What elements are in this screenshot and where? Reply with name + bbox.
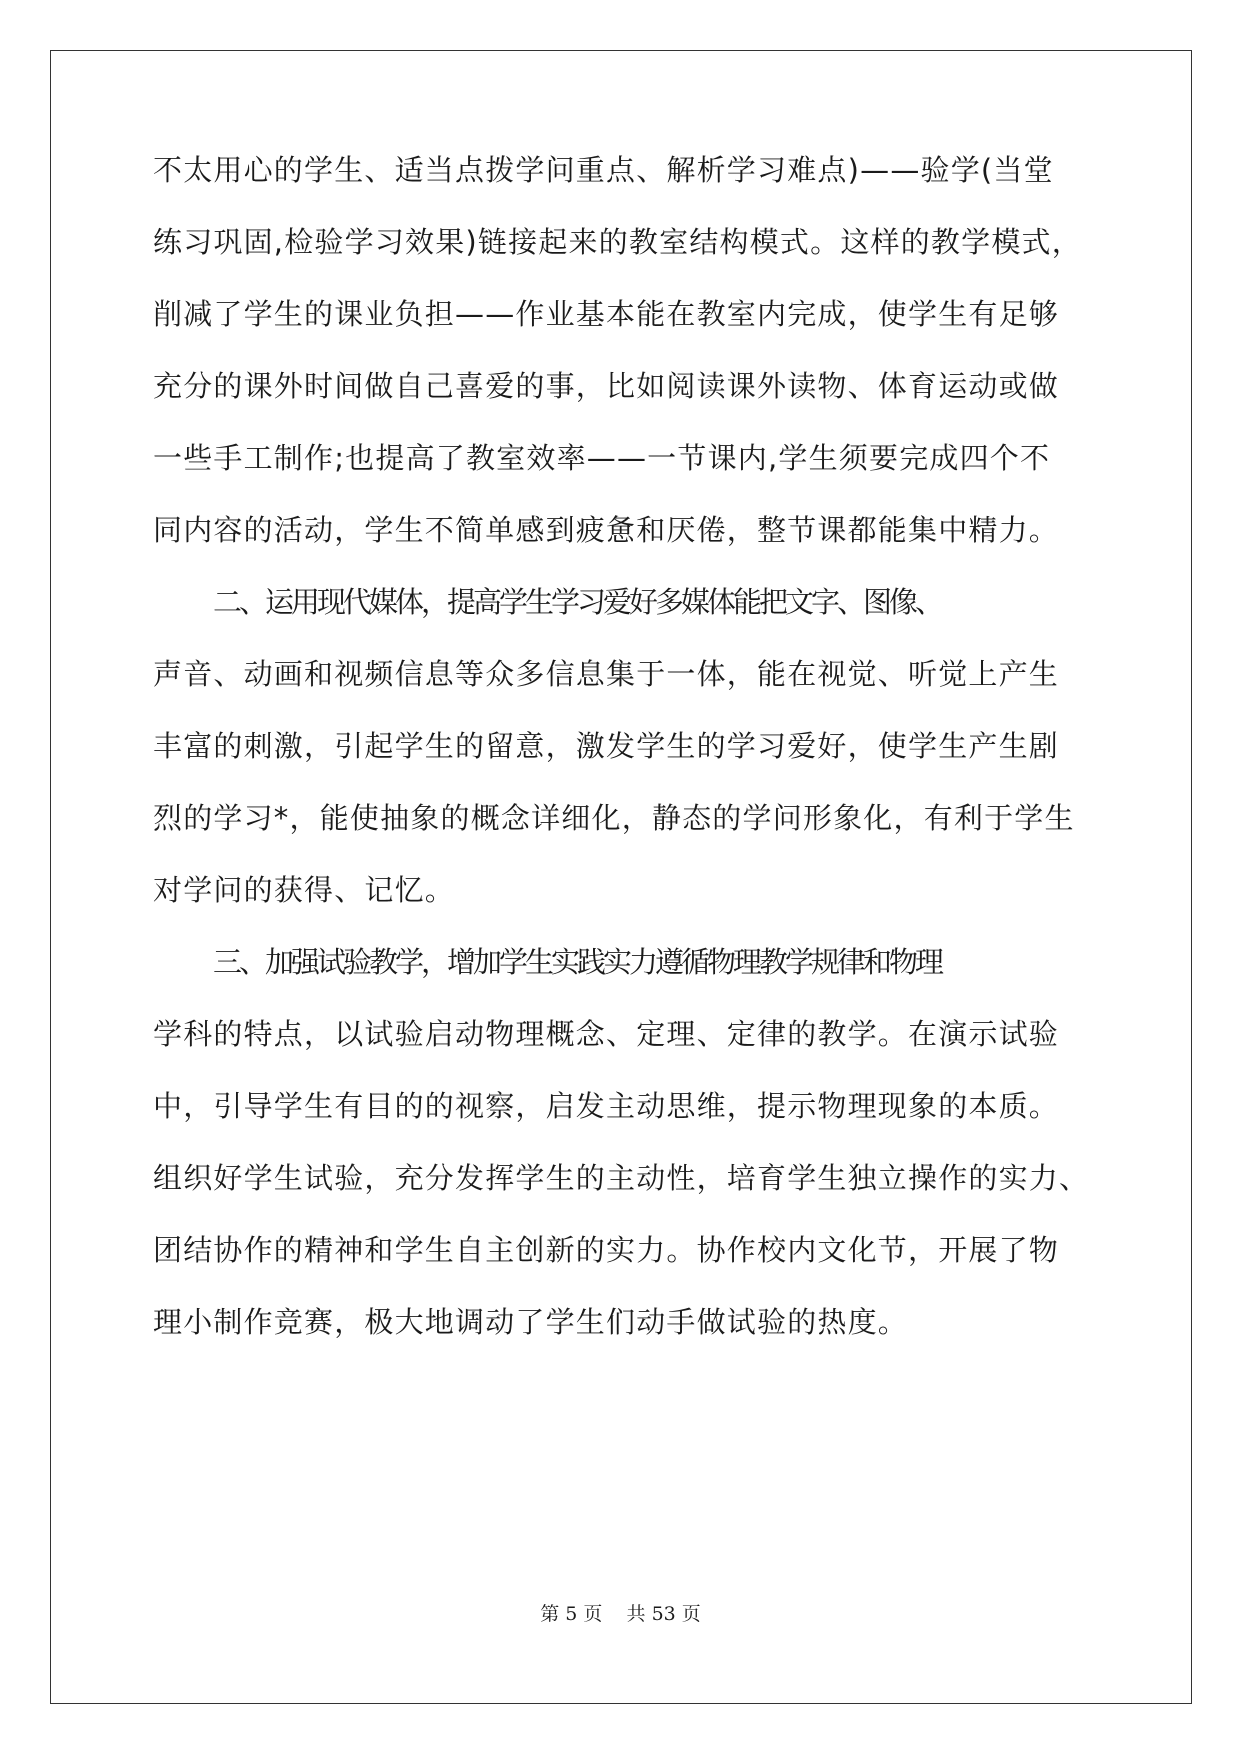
- text-line: 组织好学生试验，充分发挥学生的主动性，培育学生独立操作的实力、: [153, 1161, 1090, 1195]
- text-line: 丰富的刺激，引起学生的留意，激发学生的学习爱好，使学生产生剧: [153, 729, 1060, 763]
- text-line: 学科的特点，以试验启动物理概念、定理、定律的教学。在演示试验: [153, 1017, 1060, 1051]
- text-line: 不太用心的学生、适当点拨学问重点、解析学习难点)——验学(当堂: [153, 153, 1054, 187]
- text-line: 同内容的活动，学生不简单感到疲惫和厌倦，整节课都能集中精力。: [153, 513, 1060, 547]
- paragraph-heading-2: 二、运用现代媒体，提高学生学习爱好多媒体能把文字、图像、: [213, 585, 942, 619]
- text-line: 烈的学习*，能使抽象的概念详细化，静态的学问形象化，有利于学生: [153, 801, 1075, 835]
- text-line: 团结协作的精神和学生自主创新的实力。协作校内文化节，开展了物: [153, 1233, 1060, 1267]
- page-number: 第 5 页: [540, 1603, 603, 1625]
- text-line: 理小制作竞赛，极大地调动了学生们动手做试验的热度。: [153, 1305, 909, 1339]
- page-total: 共 53 页: [626, 1603, 701, 1625]
- text-line: 练习巩固,检验学习效果)链接起来的教室结构模式。这样的教学模式，: [153, 225, 1082, 259]
- paragraph-heading-3: 三、加强试验教学，增加学生实践实力遵循物理教学规律和物理: [213, 945, 942, 979]
- text-line: 对学问的获得、记忆。: [153, 873, 456, 907]
- page-footer: [0, 1602, 1241, 1626]
- text-line: 中，引导学生有目的的视察，启发主动思维，提示物理现象的本质。: [153, 1089, 1060, 1123]
- text-line: 一些手工制作;也提高了教室效率——一节课内,学生须要完成四个不: [153, 441, 1051, 475]
- text-line: 声音、动画和视频信息等众多信息集于一体，能在视觉、听觉上产生: [153, 657, 1060, 691]
- text-line: 削减了学生的课业负担——作业基本能在教室内完成，使学生有足够: [153, 297, 1060, 331]
- text-line: 充分的课外时间做自己喜爱的事，比如阅读课外读物、体育运动或做: [153, 369, 1060, 403]
